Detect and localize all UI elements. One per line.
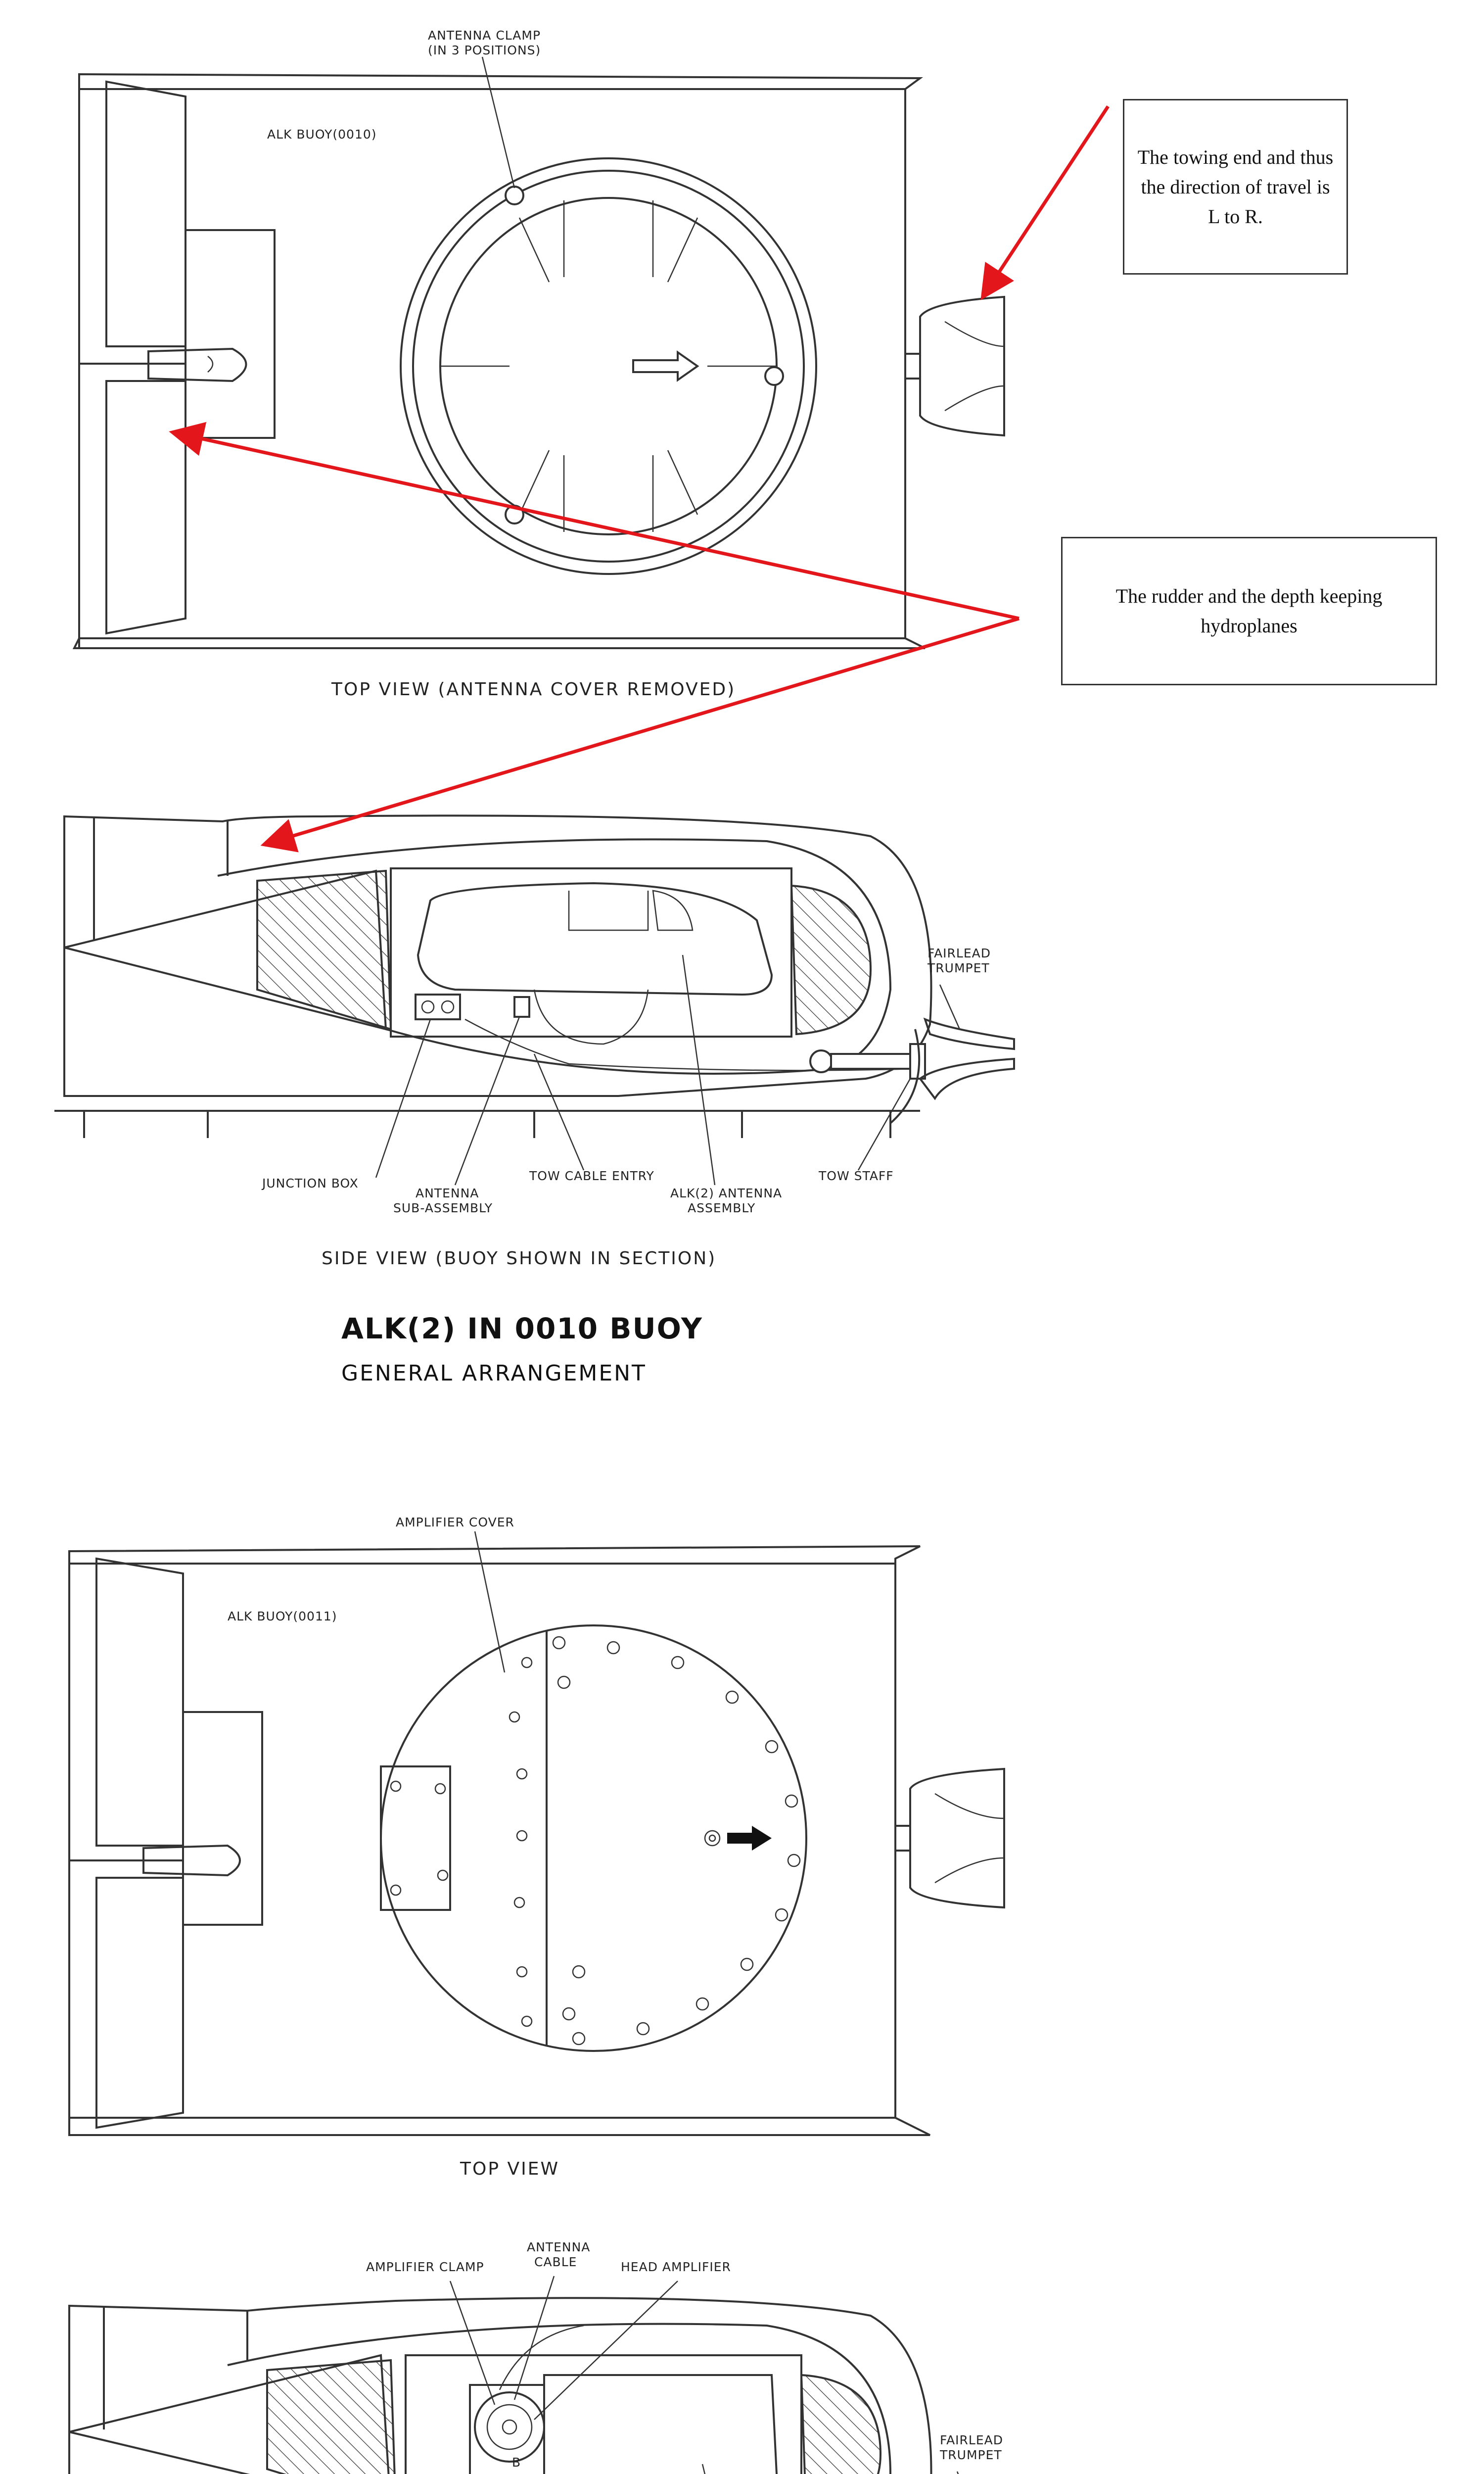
fig2-antenna-cable-2: CABLE	[534, 2255, 577, 2269]
fig2-top-view	[69, 1515, 1004, 2179]
fig2-amplifier-cover: AMPLIFIER COVER	[396, 1515, 514, 1529]
fig2-side-view	[64, 2240, 1019, 2474]
fig2-buoy-label: ALK BUOY(0011)	[228, 1609, 337, 1623]
fig1-fairlead-1: FAIRLEAD	[928, 946, 991, 960]
towing-end-note	[1123, 99, 1348, 275]
towing-end-arrow	[984, 106, 1108, 294]
fig2-top-caption: TOP VIEW	[460, 2159, 560, 2179]
fig1-side-caption: SIDE VIEW (BUOY SHOWN IN SECTION)	[322, 1248, 717, 1269]
fig1-subtitle: GENERAL ARRANGEMENT	[341, 1361, 647, 1386]
fig1-alk2-antenna-2: ASSEMBLY	[688, 1201, 756, 1215]
fig1-antenna-sub-2: SUB-ASSEMBLY	[393, 1201, 493, 1215]
fig1-buoy-label: ALK BUOY(0010)	[267, 127, 377, 142]
fig1-tow-cable-entry: TOW CABLE ENTRY	[529, 1169, 654, 1183]
rudder-arrow-side	[267, 618, 1019, 844]
rudder-note	[1061, 537, 1437, 685]
fig2-point-b: B	[512, 2455, 521, 2470]
fig1-tow-staff: TOW STAFF	[819, 1169, 894, 1183]
rudder-note-text: The rudder and the depth keeping hydroplanes	[1115, 585, 1383, 637]
fig2-head-amplifier: HEAD AMPLIFIER	[621, 2260, 731, 2274]
fig1-top-view	[74, 28, 1004, 700]
fig1-fairlead-2: TRUMPET	[928, 961, 990, 975]
fig1-title: ALK(2) IN 0010 BUOY	[341, 1312, 703, 1345]
fig1-antenna-sub-1: ANTENNA	[416, 1186, 479, 1200]
towing-end-note-text: The towing end and thus the direction of travel is L to R.	[1137, 145, 1334, 228]
fig1-alk2-antenna-1: ALK(2) ANTENNA	[670, 1186, 783, 1200]
annotation-arrows	[176, 106, 1108, 844]
fig2-amplifier-clamp: AMPLIFIER CLAMP	[366, 2260, 484, 2274]
fig1-clamp-label-1: ANTENNA CLAMP	[428, 28, 541, 43]
fig2-antenna-cable-1: ANTENNA	[527, 2240, 591, 2254]
fig2-fairlead-1: FAIRLEAD	[940, 2433, 1004, 2447]
fig1-top-caption: TOP VIEW (ANTENNA COVER REMOVED)	[331, 679, 736, 700]
fig1-side-view	[54, 815, 1014, 1386]
fig2-fairlead-2: TRUMPET	[940, 2448, 1002, 2462]
fig1-clamp-label-2: (IN 3 POSITIONS)	[428, 43, 541, 57]
rudder-arrow-top	[176, 433, 1019, 618]
fig1-junction-box: JUNCTION BOX	[262, 1176, 359, 1190]
